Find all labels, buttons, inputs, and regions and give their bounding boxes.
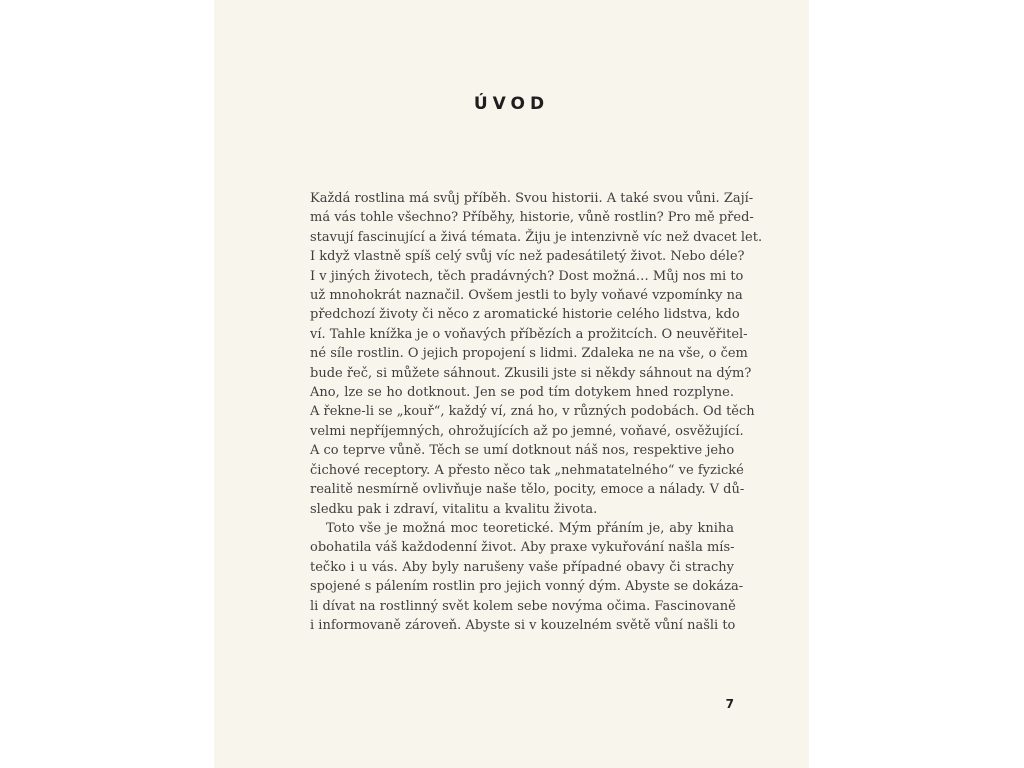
page-number: 7 [725,697,734,711]
chapter-title: ÚVOD [473,94,550,114]
text-line: velmi nepříjemných, ohrožujících až po jemné, voňavé, osvěžující. [310,423,744,439]
text-line: ví. Tahle knížka je o voňavých příbězích a prožitcích. O neuvěřitel- [310,326,748,342]
text-line: I když vlastně spíš celý svůj víc než padesátiletý život. Nebo déle? [310,249,745,265]
text-line: sledku pak i zdraví, vitalitu a kvalitu života. [310,501,598,517]
text-line: realitě nesmírně ovlivňuje naše tělo, pocity, emoce a nálady. V dů- [310,482,745,498]
text-line: spojené s pálením rostlin pro jejich vonný dým. Abyste se dokáza- [310,579,744,595]
book-page [214,0,809,768]
text-line: bude řeč, si můžete sáhnout. Zkusili jste si někdy sáhnout na dým? [310,365,752,381]
body-text [310,189,763,635]
text-line: I v jiných životech, těch pradávných? Dost možná… Můj nos mi to [310,268,744,284]
text-line: i informovaně zároveň. Abyste si v kouzelném světě vůní našli to [310,617,736,633]
text-line: A co teprve vůně. Těch se umí dotknout náš nos, respektive jeho [310,443,735,459]
text-line: má vás tohle všechno? Příběhy, historie, vůně rostlin? Pro mě před- [310,210,754,226]
text-line: už mnohokrát naznačil. Ovšem jestli to byly voňavé vzpomínky na [310,288,743,304]
text-line: předchozí životy či něco z aromatické historie celého lidstva, kdo [310,307,740,323]
text-line: stavují fascinující a živá témata. Žiju je intenzivně víc než dvacet let. [310,229,763,245]
text-line: tečko i u vás. Aby byly narušeny vaše případné obavy či strachy [310,559,734,575]
text-line: li dívat na rostlinný svět kolem sebe novýma očima. Fascinovaně [310,598,736,614]
text-line: A řekne-li se „kouř“, každý ví, zná ho, v různých podobách. Od těch [310,404,755,420]
text-line: Ano, lze se ho dotknout. Jen se pod tím dotykem hned rozplyne. [310,385,734,401]
text-line: obohatila váš každodenní život. Aby praxe vykuřování našla mís- [310,540,735,556]
text-line: čichové receptory. A přesto něco tak „nehmatatelného“ ve fyzické [310,462,744,478]
text-line: Každá rostlina má svůj příběh. Svou historii. A také svou vůni. Zají- [310,191,754,206]
text-line: né síle rostlin. O jejich propojení s lidmi. Zdaleka ne na vše, o čem [310,346,748,362]
text-line: Toto vše je možná moc teoretické. Mým přáním je, aby kniha [326,520,734,536]
